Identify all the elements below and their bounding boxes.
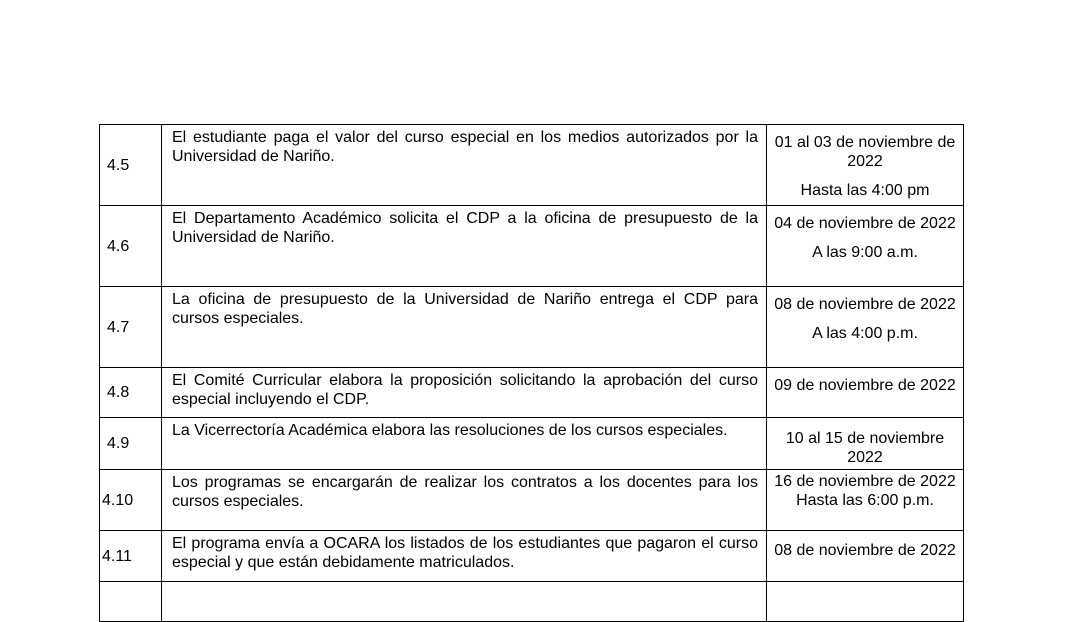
date-cell: [767, 125, 964, 206]
row-number-cell: [100, 206, 162, 287]
row-number-cell: [100, 418, 162, 470]
activity-cell: [162, 531, 767, 582]
table-row: [100, 582, 964, 622]
schedule-table: [99, 124, 964, 622]
activity-text: El estudiante paga el valor del curso especial en los medios autorizados por la Universidad de Nariño.: [172, 129, 758, 165]
time-note: Hasta las 6:00 p.m.: [796, 492, 934, 509]
row-number-cell: [100, 470, 162, 531]
time-note: A las 4:00 p.m.: [812, 325, 918, 342]
row-number: 4.9: [107, 435, 130, 452]
row-number: 4.11: [102, 547, 132, 565]
date-text: 04 de noviembre de 2022: [774, 215, 956, 232]
date-cell: [767, 582, 964, 622]
date-text: 08 de noviembre de 2022: [774, 296, 956, 313]
row-number-cell: [100, 368, 162, 418]
date-cell: [767, 531, 964, 582]
activity-cell: [162, 582, 767, 622]
activity-cell: [162, 287, 767, 368]
row-number: 4.8: [107, 384, 130, 401]
row-number-cell: [100, 287, 162, 368]
row-number: 4.6: [107, 237, 130, 255]
table-row: [100, 470, 964, 531]
time-note: A las 9:00 a.m.: [812, 244, 918, 261]
row-number: 4.5: [107, 156, 130, 174]
activity-cell: [162, 418, 767, 470]
activity-cell: [162, 125, 767, 206]
time-note: Hasta las 4:00 pm: [800, 182, 930, 199]
table-row: [100, 206, 964, 287]
table-row: [100, 368, 964, 418]
row-number-cell: [100, 531, 162, 582]
date-cell: [767, 287, 964, 368]
date-text: 09 de noviembre de 2022: [774, 377, 956, 394]
date-cell: [767, 470, 964, 531]
row-number: 4.10: [102, 491, 134, 509]
table-row: [100, 125, 964, 206]
date-text: 10 al 15 de noviembre 2022: [785, 430, 945, 466]
activity-text: La Vicerrectoría Académica elabora las resoluciones de los cursos especiales.: [172, 422, 728, 439]
activity-text: Los programas se encargarán de realizar los contratos a los docentes para los cursos especiales.: [172, 474, 758, 510]
activity-cell: [162, 368, 767, 418]
table-row: [100, 531, 964, 582]
activity-text: El Comité Curricular elabora la proposición solicitando la aprobación del curso especial incluyendo el CDP.: [172, 372, 758, 408]
activity-text: La oficina de presupuesto de la Universidad de Nariño entrega el CDP para cursos especiales.: [172, 291, 758, 327]
table-row: [100, 287, 964, 368]
activity-cell: [162, 206, 767, 287]
table-row: [100, 418, 964, 470]
activity-text: El programa envía a OCARA los listados de los estudiantes que pagaron el curso especial y que están debidamente matriculados.: [172, 535, 758, 571]
date-cell: [767, 206, 964, 287]
row-number: 4.7: [107, 318, 130, 336]
activity-cell: [162, 470, 767, 531]
activity-text: El Departamento Académico solicita el CDP a la oficina de presupuesto de la Universidad de Nariño.: [172, 210, 758, 246]
date-text: 16 de noviembre de 2022: [774, 473, 956, 490]
date-text: 08 de noviembre de 2022: [774, 542, 956, 559]
date-text: 01 al 03 de noviembre de 2022: [774, 134, 956, 170]
row-number-cell: [100, 125, 162, 206]
row-number-cell: [100, 582, 162, 622]
date-cell: [767, 368, 964, 418]
date-cell: [767, 418, 964, 470]
